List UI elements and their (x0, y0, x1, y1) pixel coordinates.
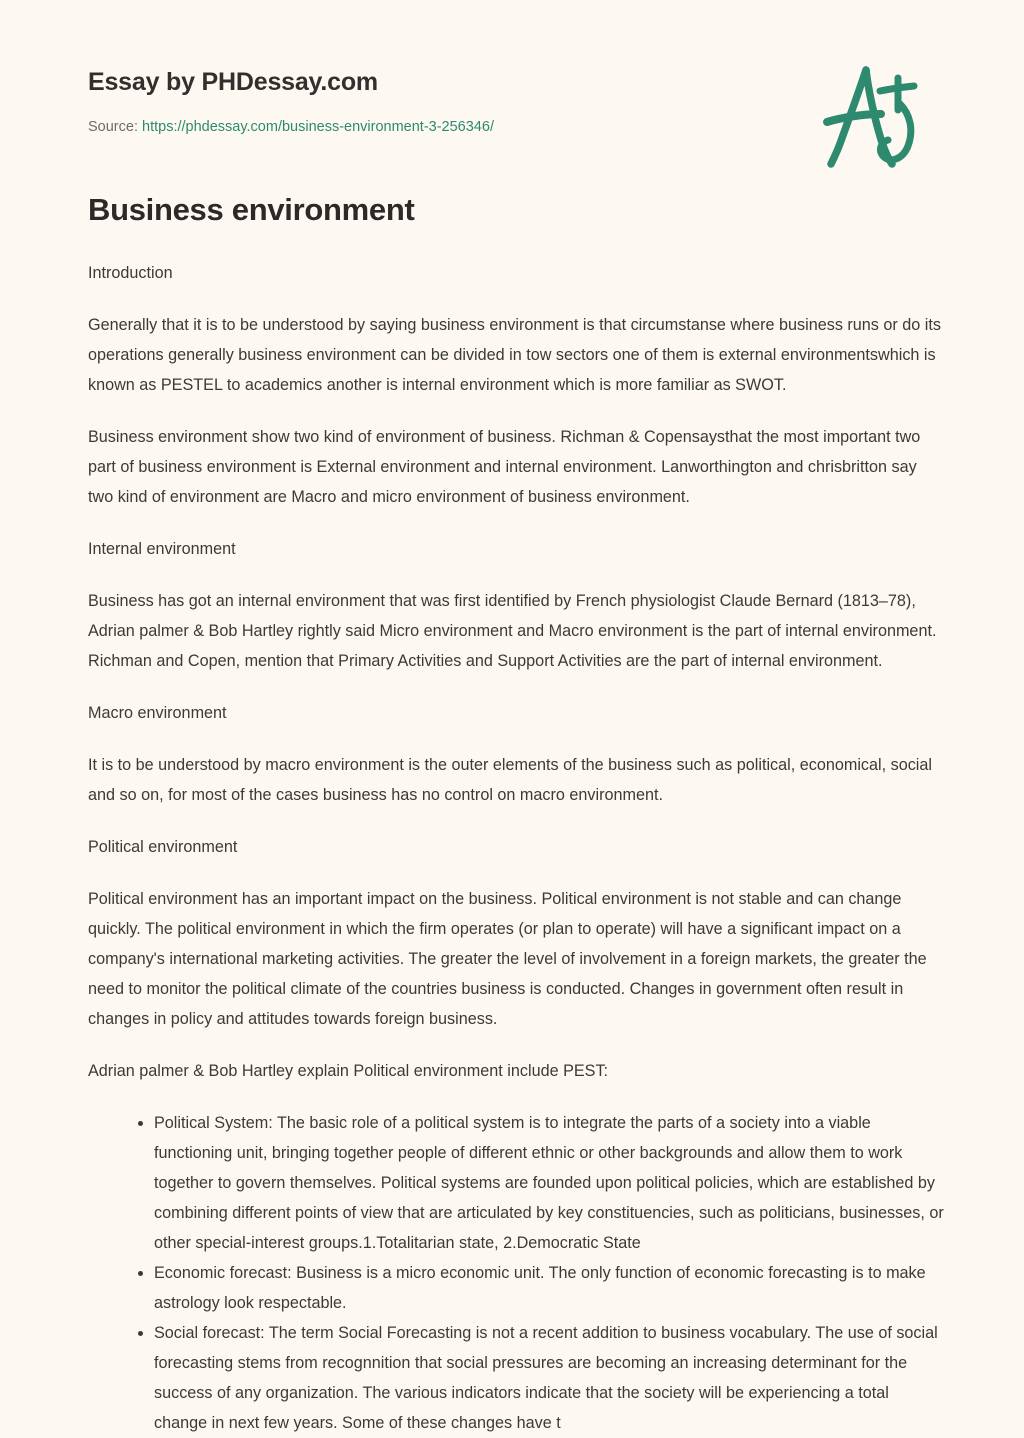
aplus-logo-icon (818, 58, 928, 173)
paragraph: Business environment show two kind of environment of business. Richman & Copensaysthat the most important two part of business environment is External environment and internal environment. Lanworthington and chrisbritton say two kind of environment are Macro and micro environment of business environment. (88, 428, 921, 506)
paragraph: Business has got an internal environment that was first identified by French physiologist Claude Bernard (1813–78), Adrian palmer & Bob Hartley rightly said Micro environment and Macro environment is the part of internal environment. Richman and Copen, mention that Primary Activities and Support Activities are the part of internal environment. (88, 592, 937, 670)
source-label: Source: (88, 119, 138, 135)
document-body (0, 190, 1024, 1438)
paragraph: It is to be understood by macro environment is the outer elements of the business such as political, economical, social and so on, for most of the cases business has no control on macro environment. (88, 756, 932, 804)
pest-bullet-list (88, 1108, 946, 1438)
source-url-link[interactable]: https://phdessay.com/business-environment-3-256346/ (142, 119, 494, 135)
page-title: Business environment (88, 192, 415, 227)
page-header (0, 0, 1024, 190)
brand-title: Essay by PHDessay.com (88, 68, 378, 96)
section-heading-political-environment: Political environment (88, 838, 238, 856)
section-heading-internal-environment: Internal environment (88, 540, 236, 558)
list-item: Social forecast: The term Social Forecasting is not a recent addition to business vocabulary. The use of social forecasting stems from recognnition that social pressures are becoming an increasing determinant for the success of any organization. The various indicators indicate that the society will be experiencing a total change in next few years. Some of these changes have t (138, 1318, 946, 1438)
paragraph: Adrian palmer & Bob Hartley explain Political environment include PEST: (88, 1062, 609, 1080)
source-line (88, 119, 494, 135)
paragraph: Generally that it is to be understood by saying business environment is that circumstanse where business runs or do its operations generally business environment can be divided in tow sectors one of them is external environmentswhich is known as PESTEL to academics another is internal environment which is more familiar as SWOT. (88, 316, 941, 394)
paragraph: Political environment has an important impact on the business. Political environment is not stable and can change quickly. The political environment in which the firm operates (or plan to operate) will have a significant impact on a company's international marketing activities. The greater the level of involvement in a foreign markets, the greater the need to monitor the political climate of the countries business is conducted. Changes in government often result in changes in policy and attitudes towards foreign business. (88, 890, 927, 1028)
list-item: Economic forecast: Business is a micro economic unit. The only function of economic forecasting is to make astrology look respectable. (138, 1258, 946, 1318)
list-item: Political System: The basic role of a political system is to integrate the parts of a society into a viable functioning unit, bringing together people of different ethnic or other backgrounds and allow them to work together to govern themselves. Political systems are founded upon political policies, which are established by combining different points of view that are articulated by key constituencies, such as politicians, businesses, or other special-interest groups.1.Totalitarian state, 2.Democratic State (138, 1108, 946, 1258)
essay-content (0, 230, 1024, 1438)
section-heading-introduction: Introduction (88, 264, 173, 282)
section-heading-macro-environment: Macro environment (88, 704, 227, 722)
